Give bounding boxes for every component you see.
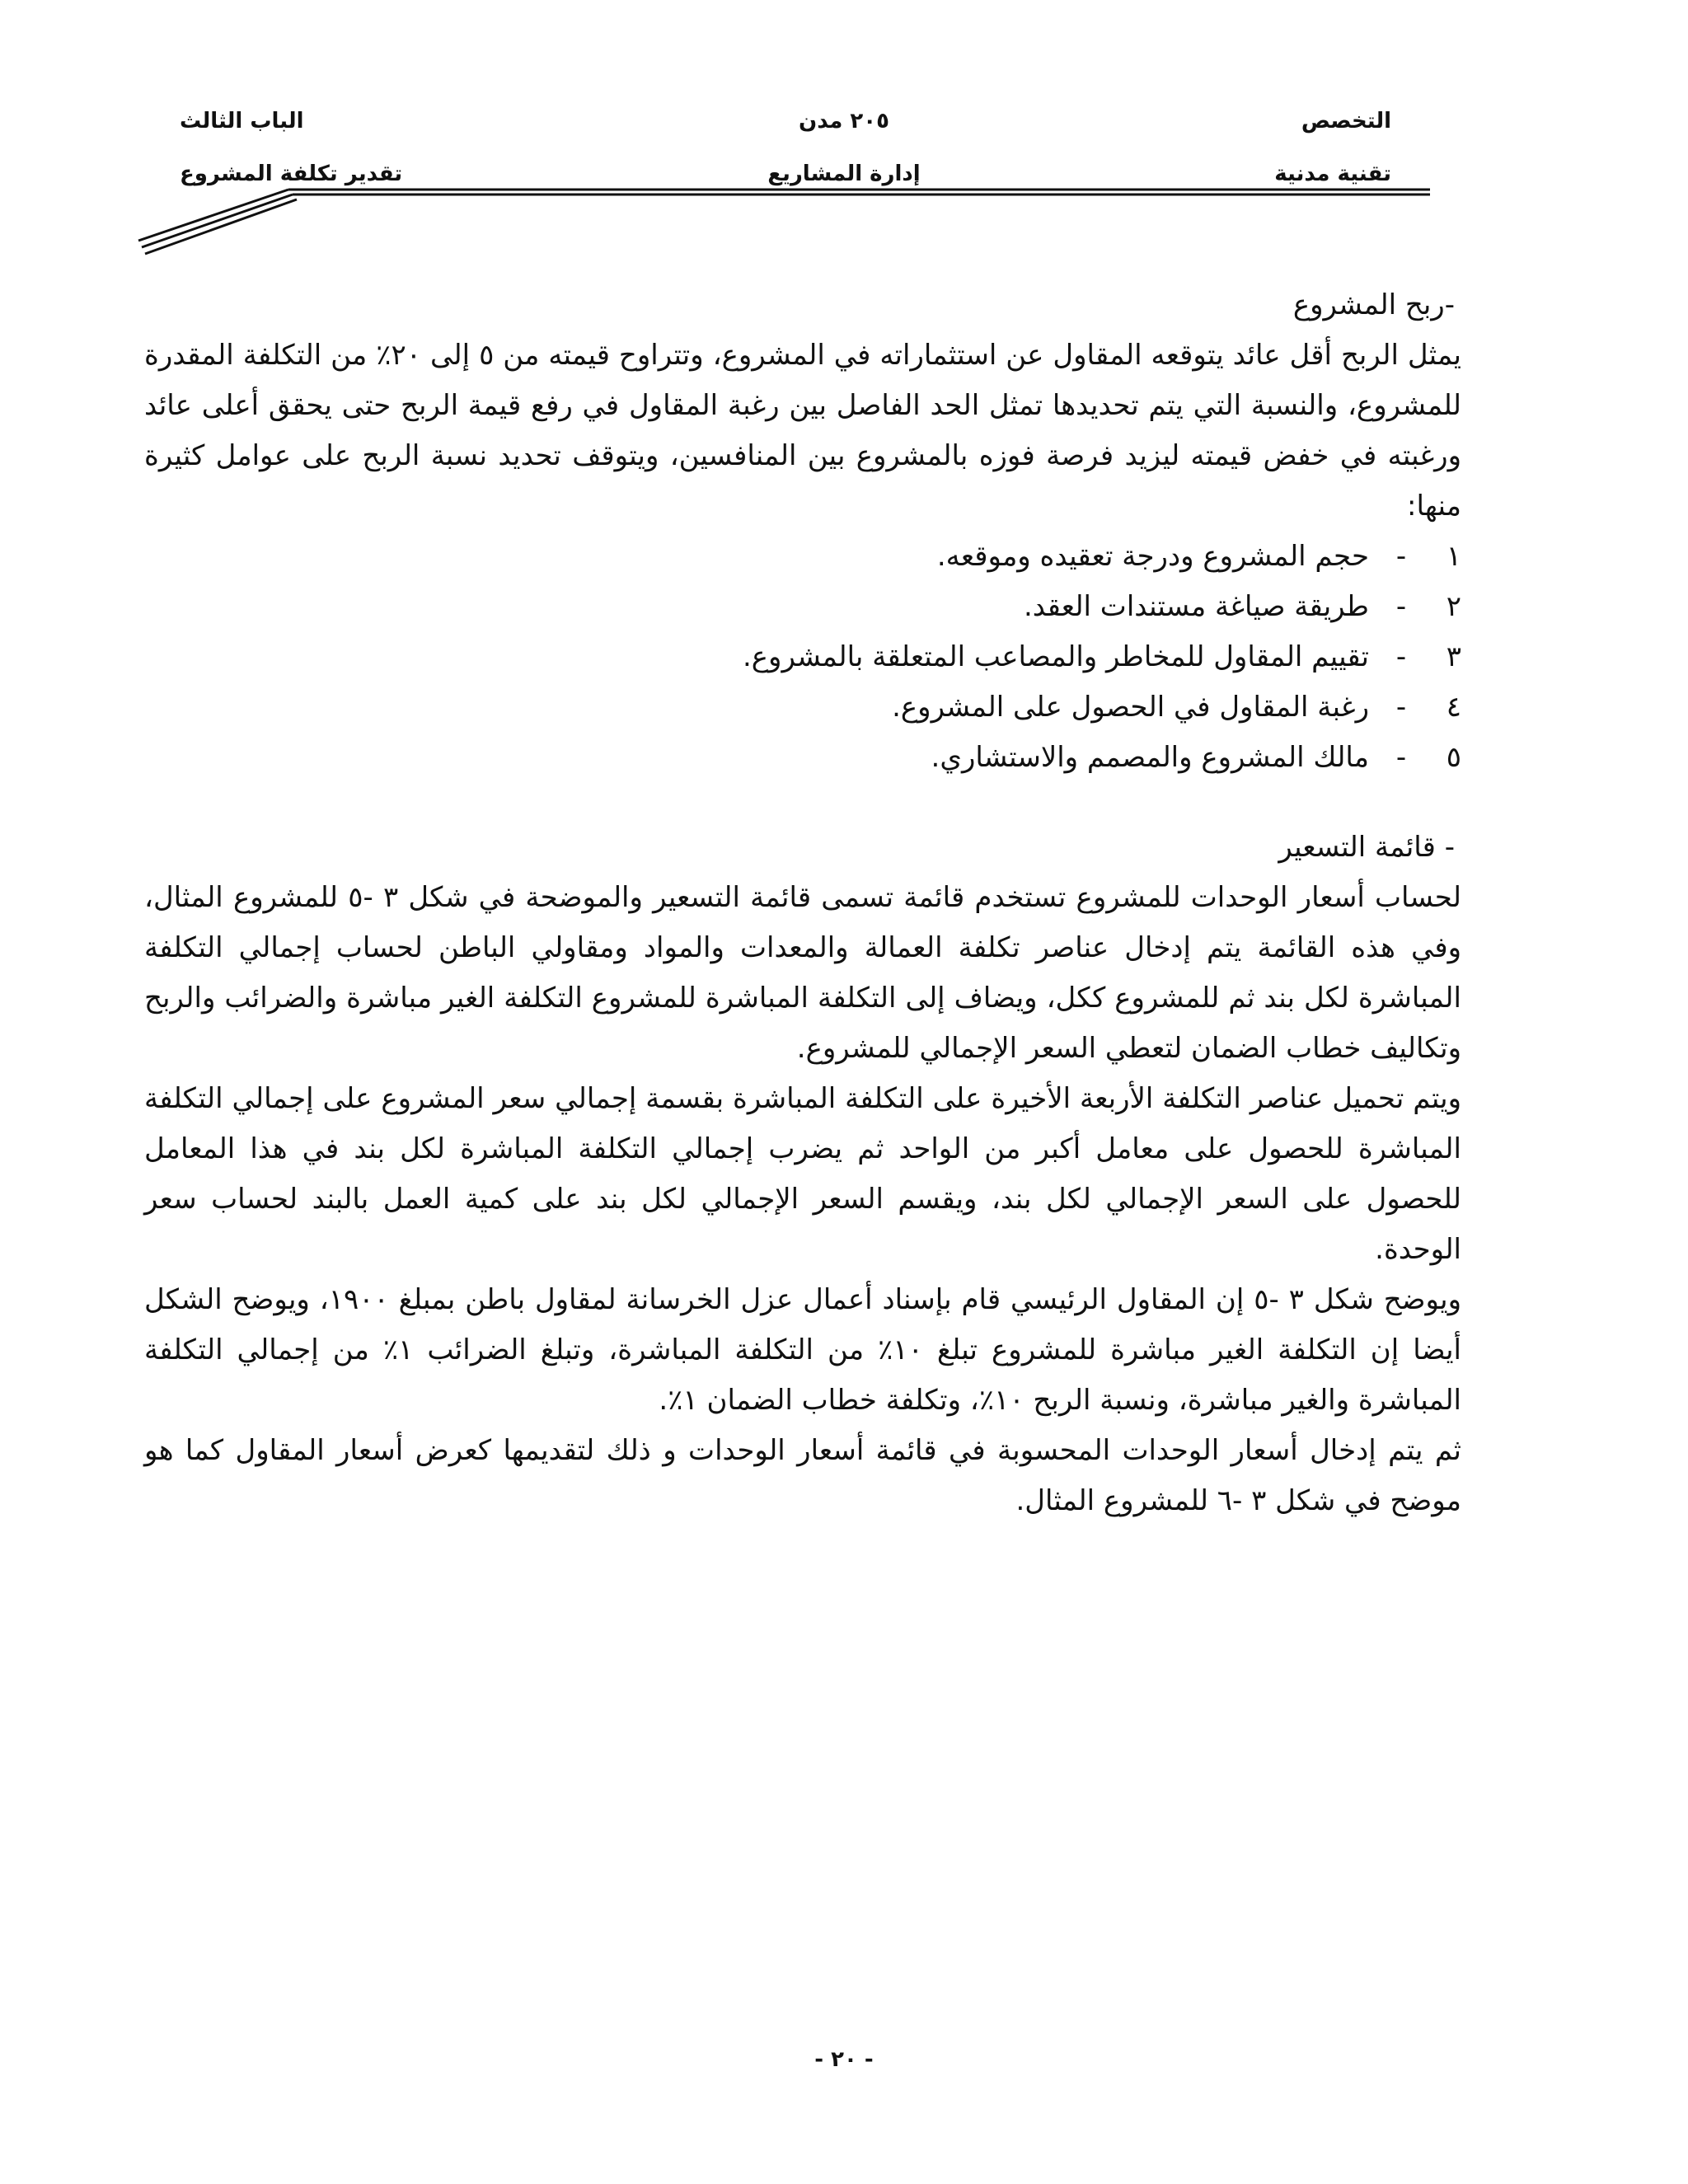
profit-factors-list: [144, 532, 1461, 783]
page-number: - ٢٠ -: [814, 2047, 874, 2072]
list-item-text: رغبة المقاول في الحصول على المشروع.: [892, 691, 1369, 724]
list-item-number: ٥: [1446, 741, 1461, 774]
list-item-text: حجم المشروع ودرجة تعقيده وموقعه.: [936, 540, 1369, 573]
pricing-paragraph-2: ويتم تحميل عناصر التكلفة الأربعة الأخيرة على التكلفة المباشرة بقسمة إجمالي سعر المشروع على إجمالي التكلفة المباشرة للحصول على معامل أكبر من الواحد ثم يضرب إجمالي التكلفة المباشرة لكل بند في هذا المعامل للحصول على السعر الإجمالي لكل بند، ويقسم السعر الإجمالي لكل بند على كمية العمل بالبند لحساب سعر الوحدة.: [144, 1082, 1461, 1266]
pricing-paragraph-1: لحساب أسعار الوحدات للمشروع تستخدم قائمة تسمى قائمة التسعير والموضحة في شكل ٣ -٥ للمشروع المثال، وفي هذه القائمة يتم إدخال عناصر تكلفة العمالة والمعدات والمواد ومقاولي الباطن لحساب إجمالي التكلفة المباشرة لكل بند ثم للمشروع ككل، ويضاف إلى التكلفة المباشرة للمشروع التكلفة الغير مباشرة والضرائب والربح وتكاليف خطاب الضمان لتعطي السعر الإجمالي للمشروع.: [144, 881, 1461, 1065]
list-item-dash: -: [1395, 590, 1407, 623]
list-item-dash: -: [1395, 691, 1407, 724]
section-spacer: [144, 783, 1461, 823]
document-body: [144, 280, 1461, 1526]
course-name: إدارة المشاريع: [767, 162, 921, 186]
list-item-dash: -: [1395, 640, 1407, 673]
course-code: ٢٠٥ مدن: [799, 109, 889, 134]
list-item-number: ١: [1446, 540, 1461, 573]
list-item-number: ٤: [1446, 691, 1461, 724]
pricing-paragraph-3: ويوضح شكل ٣ -٥ إن المقاول الرئيسي قام بإسناد أعمال عزل الخرسانة لمقاول باطن بمبلغ ١٩٠٠، ويوضح الشكل أيضا إن التكلفة الغير مباشرة للمشروع تبلغ ١٠٪ من التكلفة المباشرة، وتبلغ الضرائب ١٪ من إجمالي التكلفة المباشرة والغير مباشرة، ونسبة الربح ١٠٪، وتكلفة خطاب الضمان ١٪.: [144, 1283, 1461, 1417]
list-item: [144, 632, 1461, 682]
list-item: [144, 682, 1461, 733]
specialization-label: التخصص: [1301, 109, 1391, 134]
list-item-text: مالك المشروع والمصمم والاستشاري.: [931, 741, 1369, 774]
list-item-text: طريقة صياغة مستندات العقد.: [1023, 590, 1369, 623]
profit-paragraph: يمثل الربح أقل عائد يتوقعه المقاول عن استثماراته في المشروع، وتتراوح قيمته من ٥ إلى ٢٠٪ من التكلفة المقدرة للمشروع، والنسبة التي يتم تحديدها تمثل الحد الفاصل بين رغبة المقاول في رفع قيمة الربح حتى يحقق أعلى عائد ورغبته في خفض قيمته ليزيد فرصة فوزه بالمشروع بين المنافسين، ويتوقف تحديد نسبة الربح على عوامل كثيرة منها:: [144, 339, 1461, 523]
pricing-paragraph-4: ثم يتم إدخال أسعار الوحدات المحسوبة في قائمة أسعار الوحدات و ذلك لتقديمها كعرض أسعار المقاول كما هو موضح في شكل ٣ -٦ للمشروع المثال.: [144, 1434, 1461, 1517]
header-divider-rule: [124, 183, 1442, 257]
section-heading-project-profit: -ربح المشروع: [1292, 288, 1455, 321]
list-item-dash: -: [1395, 741, 1407, 774]
list-item: [144, 733, 1461, 783]
list-item-number: ٢: [1446, 590, 1461, 623]
specialization-value: تقنية مدنية: [1274, 162, 1391, 186]
section-heading-pricing-list: - قائمة التسعير: [1278, 831, 1455, 864]
list-item: [144, 582, 1461, 632]
list-item-number: ٣: [1446, 640, 1461, 673]
list-item-text: تقييم المقاول للمخاطر والمصاعب المتعلقة بالمشروع.: [742, 640, 1369, 673]
list-item-dash: -: [1395, 540, 1407, 573]
chapter-title: تقدير تكلفة المشروع: [180, 162, 403, 186]
chapter-label: الباب الثالث: [180, 109, 304, 134]
list-item: [144, 532, 1461, 582]
